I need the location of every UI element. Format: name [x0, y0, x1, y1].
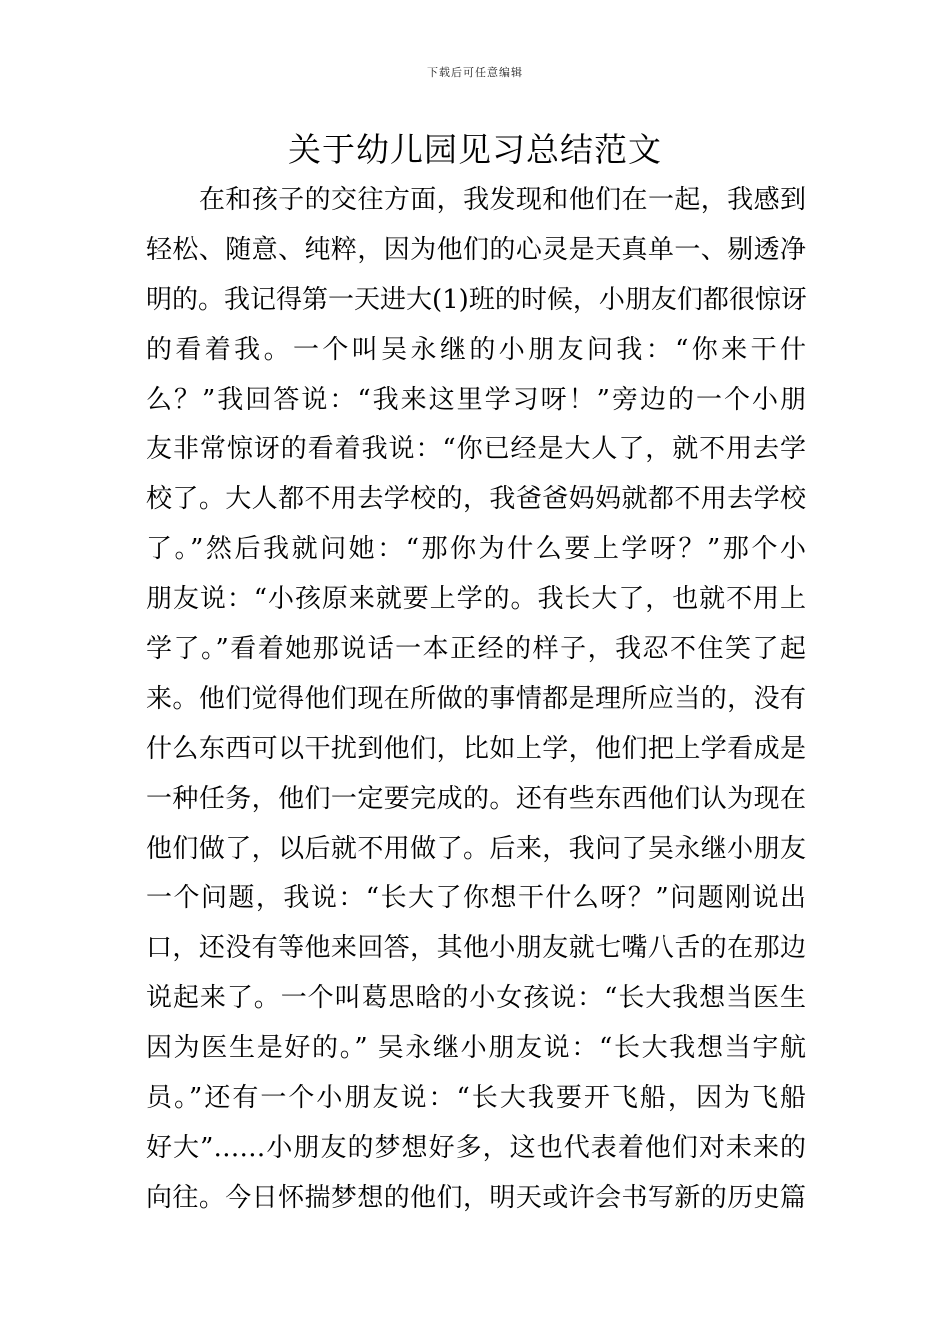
text-line: 他们做了，以后就不用做了。后来，我问了吴永继小朋友	[146, 833, 806, 864]
text-line: 因为医生是好的。” 吴永继小朋友说：“长大我想当宇航	[146, 1033, 806, 1064]
text-line: 友非常惊讶的看着我说：“你已经是大人了，就不用去学	[146, 434, 806, 465]
text-line: 说起来了。一个叫葛思晗的小女孩说：“长大我想当医生	[146, 983, 806, 1014]
text-line: 轻松、随意、纯粹，因为他们的心灵是天真单一、剔透净	[146, 234, 806, 265]
page-header: 下载后可任意编辑	[427, 66, 523, 79]
text-line: 校了。大人都不用去学校的，我爸爸妈妈就都不用去学校	[146, 484, 806, 515]
text-line: 了。”然后我就问她：“那你为什么要上学呀？”那个小	[146, 534, 806, 565]
text-line: 学了。”看着她那说话一本正经的样子，我忍不住笑了起	[146, 634, 806, 665]
text-line: 好大”……小朋友的梦想好多，这也代表着他们对未来的	[146, 1132, 806, 1163]
text-line: 向往。今日怀揣梦想的他们，明天或许会书写新的历史篇	[146, 1182, 806, 1213]
text-line: 明的。我记得第一天进大(1)班的时候，小朋友们都很惊讶	[146, 284, 807, 315]
text-line: 员。”还有一个小朋友说：“长大我要开飞船，因为飞船	[146, 1083, 806, 1114]
text-line: 在和孩子的交往方面，我发现和他们在一起，我感到	[199, 185, 806, 215]
body-paragraph	[146, 176, 806, 1224]
text-line: 么？”我回答说：“我来这里学习呀！”旁边的一个小朋	[146, 384, 806, 415]
text-line: 一个问题，我说：“长大了你想干什么呀？”问题刚说出	[146, 883, 806, 914]
text-line: 一种任务，他们一定要完成的。还有些东西他们认为现在	[146, 783, 806, 814]
text-line: 什么东西可以干扰到他们，比如上学，他们把上学看成是	[146, 733, 806, 764]
document-title: 关于幼儿园见习总结范文	[288, 130, 662, 169]
text-line: 来。他们觉得他们现在所做的事情都是理所应当的，没有	[146, 683, 806, 714]
text-line: 朋友说：“小孩原来就要上学的。我长大了，也就不用上	[146, 584, 806, 615]
text-line: 口，还没有等他来回答，其他小朋友就七嘴八舌的在那边	[146, 933, 806, 964]
text-line: 的看着我。一个叫吴永继的小朋友问我：“你来干什	[146, 334, 806, 365]
